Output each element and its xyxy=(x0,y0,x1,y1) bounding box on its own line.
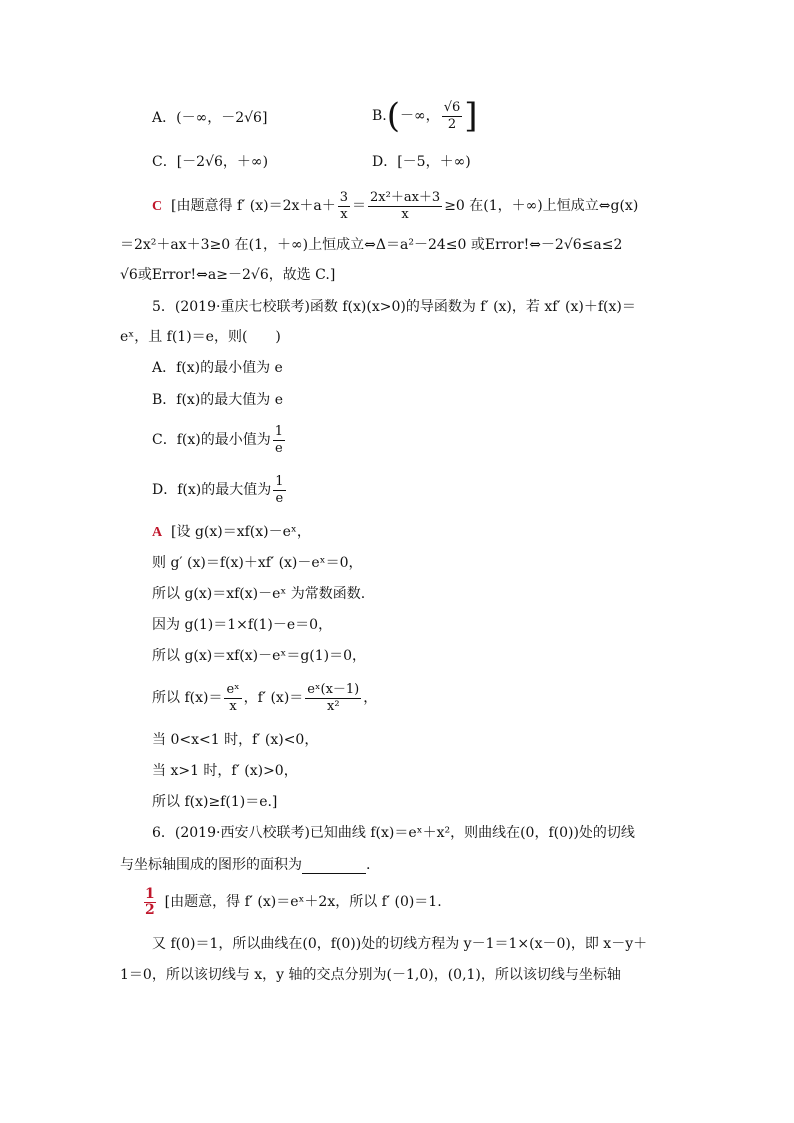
option-b xyxy=(372,96,478,136)
option-text: C．f(x)的最小值为 xyxy=(152,432,271,448)
q5-option-c xyxy=(152,420,287,460)
fraction-numerator: 1 xyxy=(274,423,283,439)
solution-text: ， xyxy=(363,690,378,706)
solution-text: ，f′ (x)＝ xyxy=(243,690,304,706)
answer-label: A xyxy=(152,525,163,540)
fraction-denominator: 2 xyxy=(447,116,457,132)
q5-solution-line-1 xyxy=(152,523,311,542)
q6-stem-line-2 xyxy=(120,856,370,874)
q5-solution-line-8: 当 x>1 时，f′ (x)>0， xyxy=(152,763,298,779)
fraction-numerator: eˣ(x－1) xyxy=(307,681,360,697)
fraction-numerator: 3 xyxy=(339,189,349,205)
q6-stem-line-1: 6．(2019·西安八校联考)已知曲线 f(x)＝eˣ＋x²，则曲线在(0，f(0))处的切线 xyxy=(152,825,635,841)
fraction-denominator: x xyxy=(401,206,409,222)
fraction-denominator: x xyxy=(229,698,237,714)
fraction-denominator: 2 xyxy=(145,901,155,918)
q5-solution-line-4: 因为 g(1)＝1×f(1)－e＝0， xyxy=(152,617,333,633)
q5-stem-line-2: eˣ，且 f(1)＝e，则( ) xyxy=(120,329,281,345)
answer-fraction xyxy=(144,887,156,918)
q5-option-b: B．f(x)的最大值为 e xyxy=(152,392,284,408)
option-text: D．f(x)的最大值为 xyxy=(152,482,272,498)
right-bracket: ] xyxy=(464,96,478,136)
option-d: D．[－5，＋∞) xyxy=(372,154,471,170)
fraction-numerator: √6 xyxy=(443,99,461,115)
q5-solution-line-7: 当 0<x<1 时，f′ (x)<0， xyxy=(152,732,319,748)
fraction-denominator: e xyxy=(275,440,283,456)
q4-solution-line-1 xyxy=(152,186,638,227)
q5-option-a: A．f(x)的最小值为 e xyxy=(152,360,283,376)
solution-text: [由题意，得 f′ (x)＝eˣ＋2x，所以 f′ (0)＝1. xyxy=(164,894,442,910)
q4-solution-line-2: ＝2x²＋ax＋3≥0 在(1，＋∞)上恒成立⇔Δ＝a²－24≤0 或Error!⇔－2√6≤a≤2 xyxy=(120,237,623,253)
fraction-numerator: 1 xyxy=(145,885,155,902)
option-b-lower: －∞， xyxy=(400,108,440,124)
q5-solution-line-2: 则 g′ (x)＝f(x)＋xf′ (x)－eˣ＝0， xyxy=(152,555,363,571)
q6-solution-line-2: 又 f(0)＝1，所以曲线在(0，f(0))处的切线方程为 y－1＝1×(x－0)，即 x－y＋ xyxy=(152,936,648,952)
solution-text: [由题意得 f′ (x)＝2x＋a＋ xyxy=(171,198,336,214)
q6-solution-line-1 xyxy=(144,882,442,922)
answer-blank xyxy=(302,859,366,874)
q5-solution-line-3: 所以 g(x)＝xf(x)－eˣ 为常数函数. xyxy=(152,586,366,602)
solution-text: [设 g(x)＝xf(x)－eˣ， xyxy=(171,524,311,540)
solution-text: 所以 f(x)＝ xyxy=(152,690,223,706)
fraction-denominator: x xyxy=(340,206,348,222)
stem-text: 与坐标轴围成的图形的面积为 xyxy=(120,857,302,873)
q6-solution-line-3: 1＝0，所以该切线与 x，y 轴的交点分别为(－1,0)，(0,1)，所以该切线与坐标轴 xyxy=(120,967,621,983)
answer-label: C xyxy=(152,199,163,214)
option-b-fraction xyxy=(442,100,463,133)
fraction-numerator: 2x²＋ax＋3 xyxy=(370,189,441,205)
left-paren: ( xyxy=(386,96,401,136)
q5-option-d xyxy=(152,470,288,510)
q5-solution-line-6 xyxy=(152,678,377,718)
fraction-denominator: x² xyxy=(327,698,340,714)
q4-solution-line-3: √6或Error!⇔a≥－2√6，故选 C.] xyxy=(120,267,336,283)
stem-text: . xyxy=(366,857,371,873)
fraction xyxy=(368,190,442,223)
equals-sign: ＝ xyxy=(352,198,367,214)
q5-solution-line-5: 所以 g(x)＝xf(x)－eˣ＝g(1)＝0， xyxy=(152,648,367,664)
fraction xyxy=(305,682,361,715)
q5-stem-line-1: 5．(2019·重庆七校联考)函数 f(x)(x>0)的导函数为 f′ (x)，若 xf′ (x)＋f(x)＝ xyxy=(152,299,636,315)
fraction-numerator: 1 xyxy=(275,473,284,489)
fraction xyxy=(273,424,285,457)
fraction xyxy=(273,474,285,507)
fraction-denominator: e xyxy=(275,490,284,506)
option-a: A．(－∞，－2√6] xyxy=(152,110,268,126)
fraction xyxy=(224,682,241,715)
fraction-numerator: eˣ xyxy=(226,681,240,697)
solution-text: ≥0 在(1，＋∞)上恒成立⇔g(x) xyxy=(444,198,639,214)
option-b-label: B. xyxy=(372,108,387,124)
q5-solution-line-9: 所以 f(x)≥f(1)＝e.] xyxy=(152,794,278,810)
fraction xyxy=(338,190,350,223)
option-c: C．[－2√6，＋∞) xyxy=(152,154,269,170)
